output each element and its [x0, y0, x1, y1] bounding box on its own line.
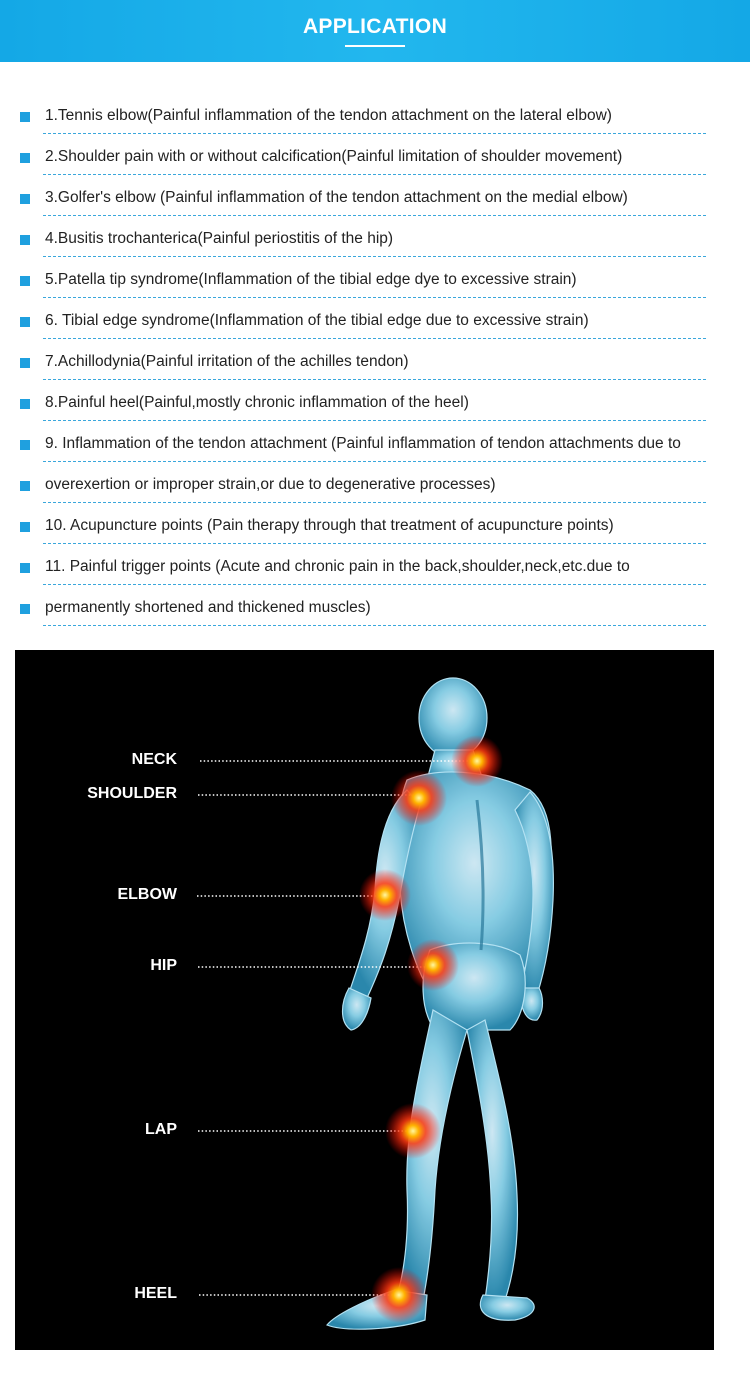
list-item: [0, 506, 750, 546]
header-underline: [345, 45, 405, 47]
bullet-square-icon: [20, 522, 30, 532]
dashed-divider: [43, 420, 706, 421]
list-item-text: 7.Achillodynia(Painful irritation of the achilles tendon): [45, 353, 409, 370]
list-item-text: 8.Painful heel(Painful,mostly chronic inflammation of the heel): [45, 394, 469, 411]
list-item-text: 1.Tennis elbow(Painful inflammation of the tendon attachment on the lateral elbow): [45, 107, 612, 124]
dashed-divider: [43, 297, 706, 298]
list-item-text: 11. Painful trigger points (Acute and chronic pain in the back,shoulder,neck,etc.due to: [45, 558, 630, 575]
header-title: APPLICATION: [302, 15, 448, 38]
dashed-divider: [43, 625, 706, 626]
application-header: [0, 0, 750, 62]
list-item: [0, 219, 750, 259]
anatomy-panel: [15, 650, 714, 1350]
list-item-text: 3.Golfer's elbow (Painful inflammation of the tendon attachment on the medial elbow): [45, 189, 628, 206]
list-item: [0, 178, 750, 218]
lap-pain-marker: [385, 1103, 441, 1159]
list-item-text: 10. Acupuncture points (Pain therapy through that treatment of acupuncture points): [45, 517, 614, 534]
dashed-divider: [43, 133, 706, 134]
bullet-square-icon: [20, 153, 30, 163]
bullet-square-icon: [20, 563, 30, 573]
bullet-square-icon: [20, 276, 30, 286]
list-item: [0, 424, 750, 464]
bullet-square-icon: [20, 399, 30, 409]
dashed-divider: [43, 461, 706, 462]
bullet-square-icon: [20, 604, 30, 614]
bullet-square-icon: [20, 194, 30, 204]
list-item-text: 4.Busitis trochanterica(Painful periostitis of the hip): [45, 230, 394, 247]
list-item-text: 5.Patella tip syndrome(Inflammation of the tibial edge dye to excessive strain): [45, 271, 577, 288]
list-item: [0, 547, 750, 587]
list-item: [0, 301, 750, 341]
hip-label: HIP: [150, 957, 177, 974]
dashed-divider: [43, 543, 706, 544]
dashed-divider: [43, 174, 706, 175]
heel-label: HEEL: [134, 1285, 177, 1302]
dashed-divider: [43, 338, 706, 339]
dashed-divider: [43, 502, 706, 503]
list-item-text: 2.Shoulder pain with or without calcification(Painful limitation of shoulder movement): [45, 148, 623, 165]
list-item: [0, 465, 750, 505]
lap-label: LAP: [145, 1121, 177, 1138]
list-item: [0, 96, 750, 136]
dashed-divider: [43, 215, 706, 216]
list-item: [0, 383, 750, 423]
list-item: [0, 260, 750, 300]
heel-pain-marker: [371, 1267, 427, 1323]
shoulder-label: SHOULDER: [87, 785, 177, 802]
list-item: [0, 588, 750, 628]
list-item: [0, 137, 750, 177]
list-item-text: permanently shortened and thickened muscles): [45, 599, 371, 616]
list-item: [0, 342, 750, 382]
list-item-text: 9. Inflammation of the tendon attachment (Painful inflammation of tendon attachments due to: [45, 435, 681, 452]
bullet-square-icon: [20, 358, 30, 368]
dashed-divider: [43, 379, 706, 380]
elbow-pain-marker: [359, 869, 411, 921]
list-item-text: overexertion or improper strain,or due to degenerative processes): [45, 476, 496, 493]
elbow-label: ELBOW: [117, 886, 177, 903]
list-item-text: 6. Tibial edge syndrome(Inflammation of the tibial edge due to excessive strain): [45, 312, 589, 329]
dashed-divider: [43, 256, 706, 257]
neck-label: NECK: [131, 751, 177, 768]
bullet-square-icon: [20, 317, 30, 327]
body-figure: [327, 678, 553, 1329]
bullet-square-icon: [20, 440, 30, 450]
bullet-square-icon: [20, 481, 30, 491]
bullet-square-icon: [20, 112, 30, 122]
shoulder-pain-marker: [391, 770, 447, 826]
hip-pain-marker: [407, 939, 459, 991]
bullet-square-icon: [20, 235, 30, 245]
dashed-divider: [43, 584, 706, 585]
neck-pain-marker: [451, 735, 503, 787]
